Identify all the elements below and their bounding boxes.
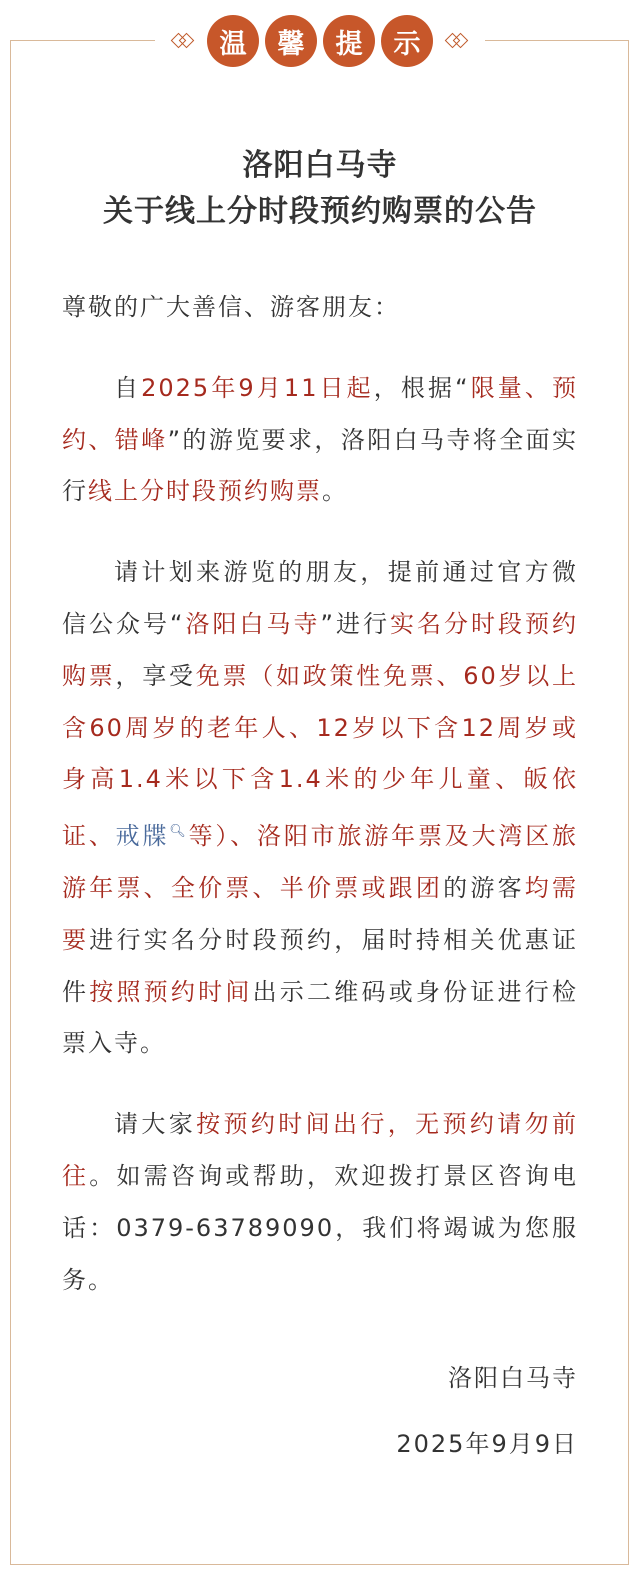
highlight-booked-time: 按照预约时间 [89, 977, 253, 1006]
highlight-all-required: 均需要 [62, 873, 579, 954]
notice-header [160, 12, 480, 70]
notice-body [62, 282, 578, 1306]
highlight-account: 洛阳白马寺 [184, 609, 321, 638]
signature-date: 2025年9月9日 [396, 1430, 578, 1458]
page-title-line-1: 洛阳白马寺 [242, 148, 398, 183]
header-badge-3: 提 [323, 15, 375, 67]
text-span: 请大家 [114, 1110, 197, 1139]
text-span: 。 [322, 477, 348, 506]
search-link-jiedie[interactable]: 戒牒 [115, 822, 170, 851]
highlight-booking: 线上分时段预约购票 [88, 477, 322, 506]
header-badge-4: 示 [381, 15, 433, 67]
double-diamond-icon [173, 31, 193, 51]
highlight-realname-booking: 实名分时段预约购票 [62, 609, 579, 690]
highlight-free-tickets: 免票（如政策性免票、60岁以上含60周岁的老年人、12岁以下含12周岁或身高1.4米以下含1.4米的少年儿童、皈依证、 [62, 661, 579, 851]
text-span: ，享受 [115, 661, 196, 690]
page-title-line-2: 关于线上分时段预约购票的公告 [103, 194, 537, 229]
text-span: ，根据“ [373, 373, 470, 402]
text-span: 自 [114, 373, 142, 402]
text-span: ”的游览要求，洛阳白马寺将全面实行 [62, 425, 578, 506]
double-diamond-icon [447, 31, 467, 51]
highlight-no-booking-warning: 按预约时间出行，无预约请勿前往 [62, 1110, 578, 1190]
paragraph-1 [62, 363, 578, 518]
search-icon[interactable]: 🔍︎ [169, 824, 189, 840]
text-span: 出示二维码或身份证进行检票入寺。 [62, 977, 579, 1058]
text-span: ”进行 [320, 609, 390, 638]
paragraph-2 [62, 547, 578, 1070]
greeting: 尊敬的广大善信、游客朋友： [62, 293, 400, 321]
text-span: 。如需咨询或帮助，欢迎拨打景区咨询电话：0379-63789090，我们将竭诚为您服务。 [62, 1161, 579, 1294]
paragraph-3 [62, 1099, 578, 1306]
highlight-ticket-types: 等）、洛阳市旅游年票及大湾区旅游年票、全价票、半价票或跟团 [62, 822, 579, 902]
header-badge-1: 温 [207, 15, 259, 67]
signature-org: 洛阳白马寺 [448, 1364, 578, 1392]
highlight-requirement: 限量、预约、错峰 [62, 373, 579, 454]
header-badge-2: 馨 [265, 15, 317, 67]
text-span: 进行实名分时段预约，届时持相关优惠证件 [62, 925, 579, 1006]
text-span: 的游客 [443, 873, 525, 902]
highlight-date: 2025年9月11日起 [141, 373, 374, 402]
text-span: 请计划来游览的朋友，提前通过官方微信公众号“ [62, 558, 578, 638]
